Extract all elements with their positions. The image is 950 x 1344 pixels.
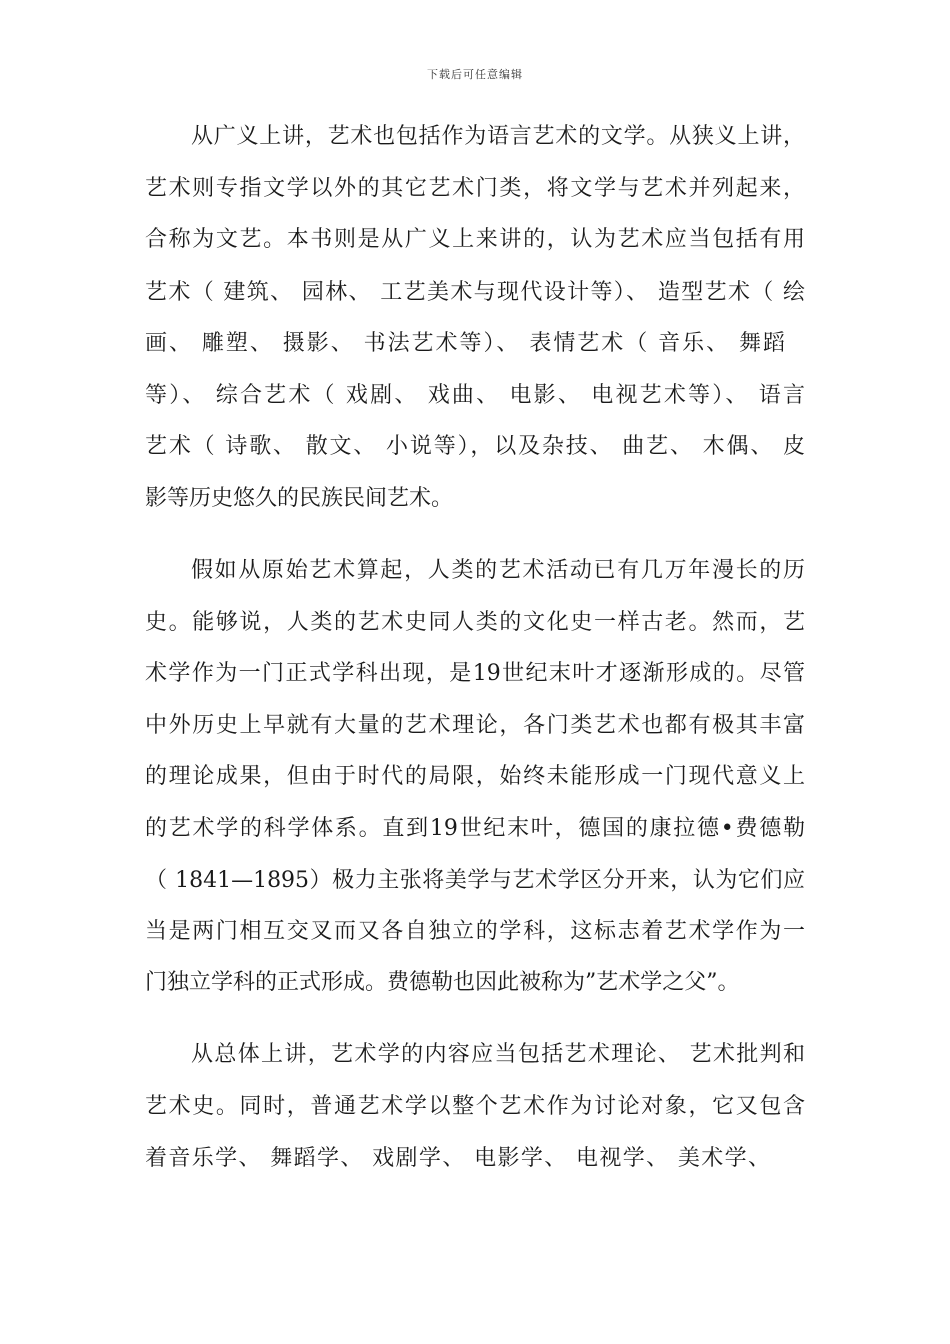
paragraph-3-line-3: 着音乐学、 舞蹈学、 戏剧学、 电影学、 电视学、 美术学、 [145, 1146, 770, 1171]
paragraph-1-line-1: 从广义上讲，艺术也包括作为语言艺术的文学。从狭义上讲， [191, 124, 805, 149]
paragraph-1-line-3: 合称为文艺。本书则是从广义上来讲的，认为艺术应当包括有用 [145, 227, 805, 252]
paragraph-1-line-7: 艺术（ 诗歌、 散文、 小说等），以及杂技、 曲艺、 木偶、 皮 [145, 434, 805, 459]
paragraph-1-line-8: 影等历史悠久的民族民间艺术。 [145, 486, 454, 511]
paragraph-2-line-6: 的艺术学的科学体系。直到19世纪末叶，德国的康拉德•费德勒 [145, 816, 805, 841]
paragraph-2-line-2: 史。能够说，人类的艺术史同人类的文化史一样古老。然而，艺 [145, 610, 805, 635]
paragraph-1-line-5: 画、 雕塑、 摄影、 书法艺术等）、 表情艺术（ 音乐、 舞蹈 [145, 331, 785, 356]
paragraph-1-line-6: 等）、 综合艺术（ 戏剧、 戏曲、 电影、 电视艺术等）、 语言 [145, 383, 805, 408]
paragraph-2-line-5: 的理论成果，但由于时代的局限，始终未能形成一门现代意义上 [145, 764, 805, 789]
paragraph-1-line-4: 艺术（ 建筑、 园林、 工艺美术与现代设计等）、 造型艺术（ 绘 [145, 280, 805, 305]
paragraph-3-line-1: 从总体上讲，艺术学的内容应当包括艺术理论、 艺术批判和 [191, 1042, 805, 1067]
paragraph-2-line-7: （ 1841—1895）极力主张将美学与艺术学区分开来，认为它们应 [145, 868, 805, 893]
paragraph-2-line-1: 假如从原始艺术算起，人类的艺术活动已有几万年漫长的历 [191, 558, 805, 583]
paragraph-2-line-3: 术学作为一门正式学科出现，是19世纪末叶才逐渐形成的。尽管 [145, 661, 805, 686]
paragraph-2-line-8: 当是两门相互交叉而又各自独立的学科，这标志着艺术学作为一 [145, 919, 805, 944]
paragraph-3-line-2: 艺术史。同时，普通艺术学以整个艺术作为讨论对象，它又包含 [145, 1094, 805, 1119]
paragraph-2-line-4: 中外历史上早就有大量的艺术理论，各门类艺术也都有极其丰富 [145, 713, 805, 738]
page-header-note: 下载后可任意编辑 [427, 68, 523, 81]
paragraph-1-line-2: 艺术则专指文学以外的其它艺术门类，将文学与艺术并列起来， [145, 176, 805, 201]
paragraph-2-line-9: 门独立学科的正式形成。费德勒也因此被称为”艺术学之父”。 [145, 970, 740, 995]
